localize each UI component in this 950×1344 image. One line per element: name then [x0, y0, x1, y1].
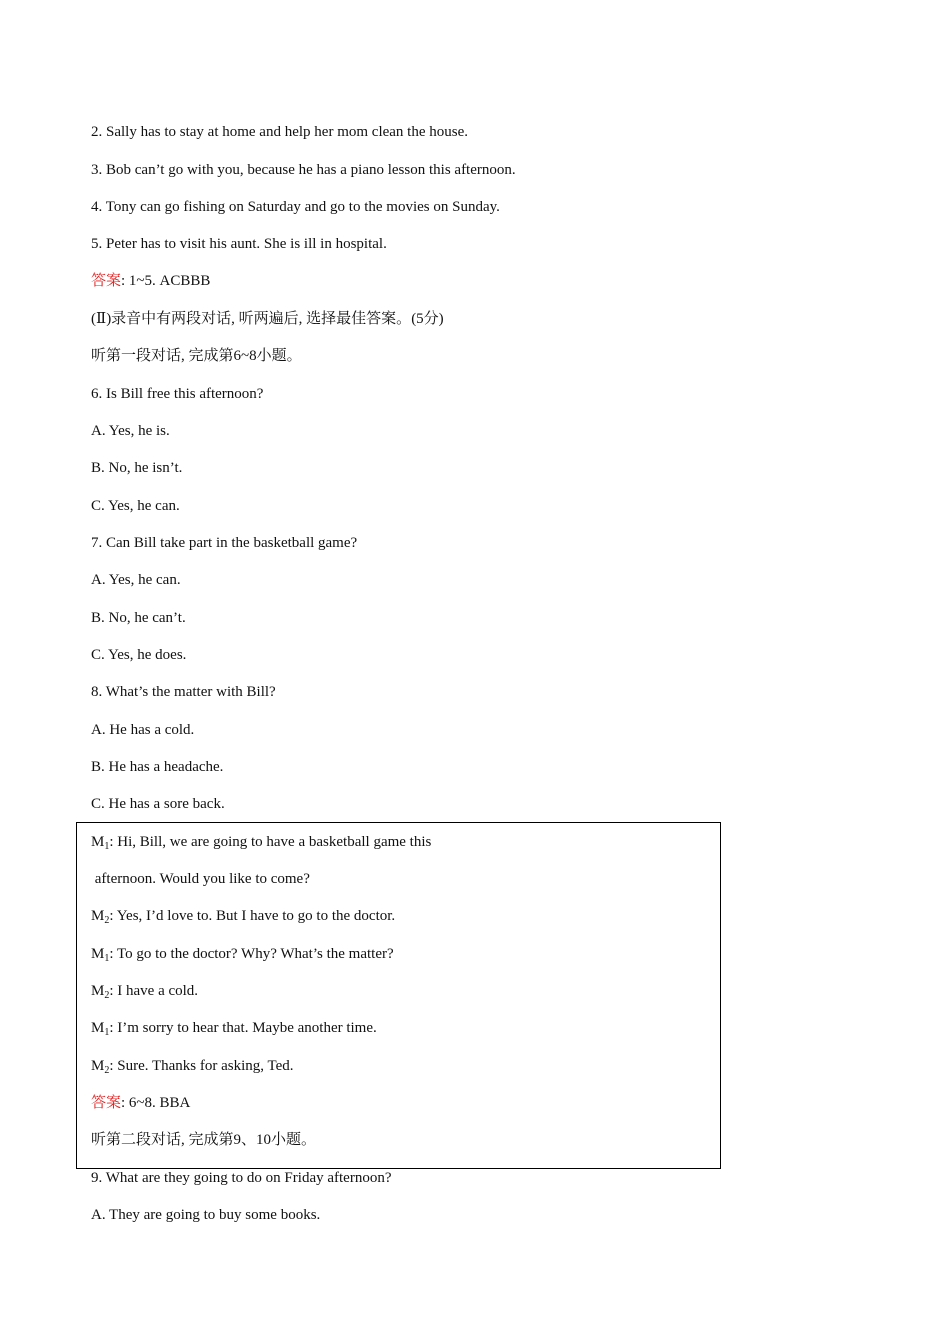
question-6: 6. Is Bill free this afternoon?: [91, 386, 264, 402]
script-line: $M_2$: Sure. Thanks for asking, Ted.: [91, 1058, 294, 1076]
question-9: 9. What are they going to do on Friday afternoon?: [91, 1170, 392, 1186]
script-line: $M_1$: I’m sorry to hear that. Maybe another time.: [91, 1020, 377, 1038]
section-2-instructions: (Ⅱ)录音中有两段对话, 听两遍后, 选择最佳答案。(5分): [91, 311, 444, 327]
answer-value: : 6~8. BBA: [121, 1095, 191, 1111]
option-9a: A. They are going to buy some books.: [91, 1207, 321, 1223]
question-7: 7. Can Bill take part in the basketball game?: [91, 535, 358, 551]
option-7a: A. Yes, he can.: [91, 572, 181, 588]
option-8b: B. He has a headache.: [91, 759, 224, 775]
answer-key-2: [91, 1093, 190, 1113]
option-8a: A. He has a cold.: [91, 722, 195, 738]
script-line: $M_1$: Hi, Bill, we are going to have a basketball game this: [91, 834, 432, 852]
script-line: afternoon. Would you like to come?: [91, 871, 310, 887]
answer-line-3: 3. Bob can’t go with you, because he has a piano lesson this afternoon.: [91, 162, 516, 178]
option-6c: C. Yes, he can.: [91, 498, 180, 514]
answer-line-2: 2. Sally has to stay at home and help her mom clean the house.: [91, 124, 468, 140]
answer-line-4: 4. Tony can go fishing on Saturday and go to the movies on Sunday.: [91, 199, 500, 215]
dialog-2-intro: 听第二段对话, 完成第9、10小题。: [91, 1132, 317, 1148]
option-7c: C. Yes, he does.: [91, 647, 187, 663]
option-6b: B. No, he isn’t.: [91, 460, 183, 476]
option-6a: A. Yes, he is.: [91, 423, 170, 439]
answer-line-5: 5. Peter has to visit his aunt. She is ill in hospital.: [91, 236, 387, 252]
answer-label: 答案: [91, 273, 122, 289]
script-line: $M_2$: I have a cold.: [91, 983, 199, 1001]
option-7b: B. No, he can’t.: [91, 610, 186, 626]
script-line: $M_2$: Yes, I’d love to. But I have to go to the doctor.: [91, 908, 396, 926]
dialog-1-intro: 听第一段对话, 完成第6~8小题。: [91, 348, 302, 364]
script-line: $M_1$: To go to the doctor? Why? What’s the matter?: [91, 946, 394, 964]
answer-label: 答案: [91, 1095, 122, 1111]
option-8c: C. He has a sore back.: [91, 796, 225, 812]
answer-value: : 1~5. ACBBB: [121, 273, 211, 289]
answer-key-1: [91, 271, 210, 291]
question-8: 8. What’s the matter with Bill?: [91, 684, 276, 700]
